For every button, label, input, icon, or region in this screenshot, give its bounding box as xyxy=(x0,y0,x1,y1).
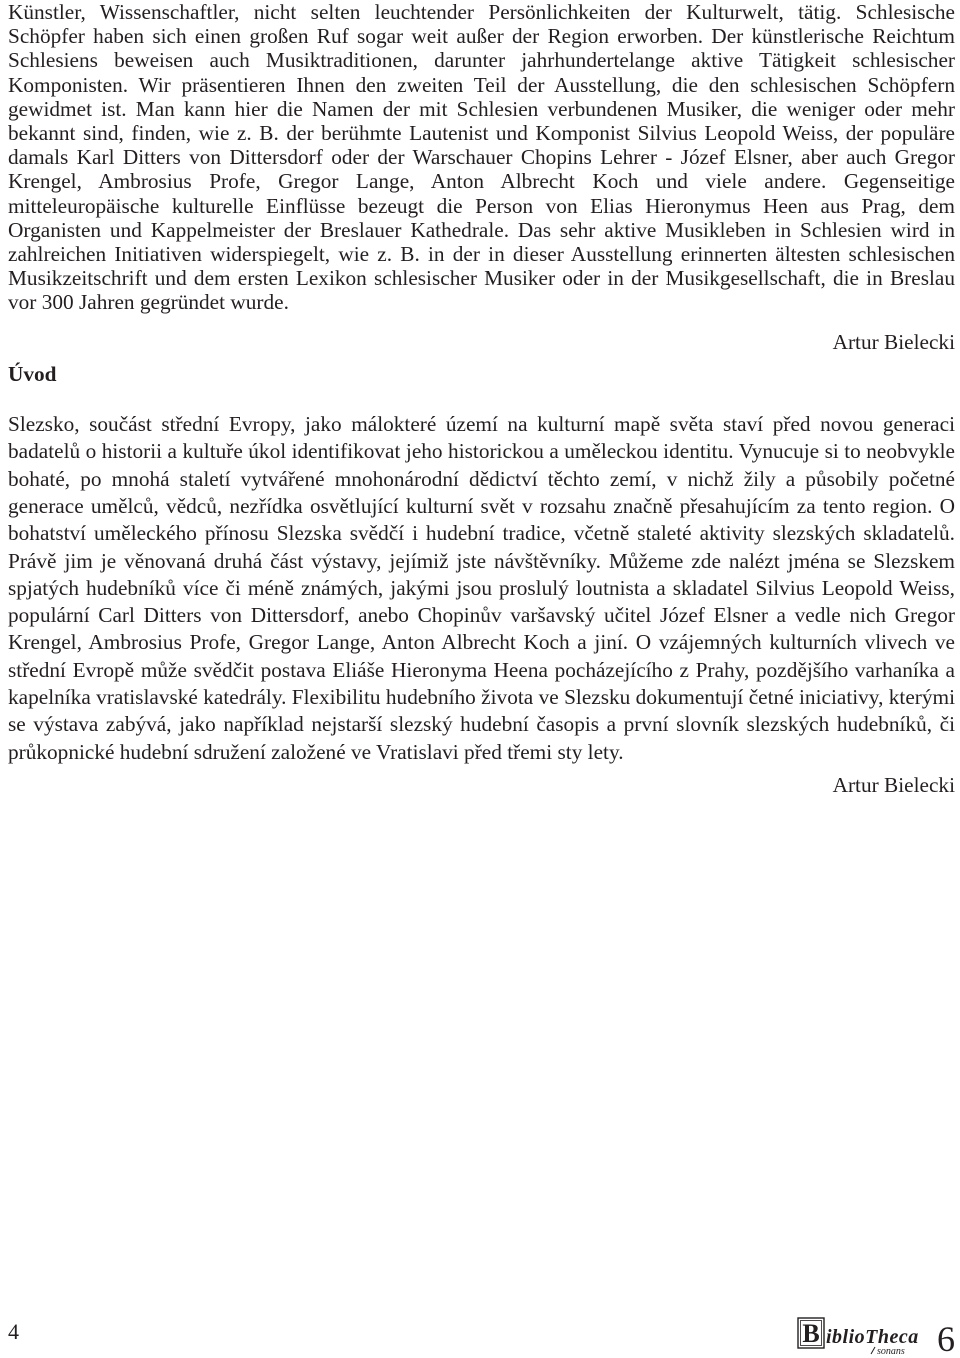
czech-paragraph: Slezsko, součást střední Evropy, jako málokteré území na kulturní mapě světa staví před novou generaci badatelů o historii a kultuře úkol identifikovat jeho historickou a uměleckou identitu. Vynucuje si to neobvykle bohaté, po mnohá staletí vytvářené mnohonárodní dědictví těchto zemí, v nichž žily a působily početné generace umělců, vědců, nezřídka osvětlující kulturní svět v rozsahu značně přesahujícím za tento region. O bohatství uměleckého přínosu Slezska svědčí i hudební tradice, včetně staleté aktivity slezských skladatelů. Právě jim je věnovaná druhá část výstavy, jejímiž jste návštěvníky. Můžeme zde nalézt jména se Slezskem spjatých hudebníků více či méně známých, jakými jsou proslulý loutnista a skladatel Silvius Leopold Weiss, populární Carl Ditters von Dittersdorf, anebo Chopinův varšavský učitel Józef Elsner a vedle nich Gregor Krengel, Ambrosius Profe, Gregor Lange, Anton Albrecht Koch a jiní. O vzájemných kulturních vlivech ve střední Evropě může svědčit postava Eliáše Hieronyma Heena pocházejícího z Prahy, pozdějšího varhaníka a kapelníka vratislavské katedrály. Flexibilitu hudebního života ve Slezsku dokumentují četné iniciativy, kterými se výstava zabývá, jako například nejstarší slezský hudební časopis a první slovník slezských hudebníků, či průkopnické hudební sdružení založené ve Vratislavi před třemi sty lety. xyxy=(8,412,955,764)
svg-text:sonans: sonans xyxy=(877,1346,905,1356)
svg-text:6: 6 xyxy=(937,1319,955,1356)
german-signature: Artur Bielecki xyxy=(832,329,955,354)
svg-text:iblioTheca: iblioTheca xyxy=(826,1326,919,1348)
svg-text:B: B xyxy=(802,1319,820,1348)
page-number: 4 xyxy=(8,1319,19,1344)
czech-signature: Artur Bielecki xyxy=(832,772,955,797)
czech-heading: Úvod xyxy=(8,361,57,386)
german-paragraph: Künstler, Wissenschaftler, nicht selten leuchtender Persönlichkeiten der Kulturwelt, tätig. Schlesische Schöpfer haben sich einen großen Ruf sogar weit außer der Region erworben. Der künstlerische Reichtum Schlesiens beweisen auch Musiktraditionen, darunter jahrhundertelange aktive Tätigkeit schlesischer Komponisten. Wir präsentieren Ihnen den zweiten Teil der Ausstellung, die den schlesischen Schöpfern gewidmet ist. Man kann hier die Namen der mit Schlesien verbundenen Musiker, die weniger oder mehr bekannt sind, finden, wie z. B. der berühmte Lautenist und Komponist Silvius Leopold Weiss, der populäre damals Karl Ditters von Dittersdorf oder der Warschauer Chopins Lehrer - Józef Elsner, aber auch Gregor Krengel, Ambrosius Profe, Gregor Lange, Anton Albrecht Koch und viele andere. Gegenseitige mitteleuropäische kulturelle Einflüsse bezeugt die Person von Elias Hieronymus Heen aus Prag, dem Organisten und Kappelmeister der Breslauer Kathedrale. Das sehr aktive Musikleben in Schlesien wird in zahlreichen Initiativen widerspiegelt, wie z. B. in der in dieser Ausstellung erinnerten ältesten schlesischen Musikzeitschrift und dem ersten Lexikon schlesischer Musiker oder in der Musikgesellschaft, die in Breslau vor 300 Jahren gegründet wurde. xyxy=(8,0,955,315)
bibliotheca-sonans-logo xyxy=(797,1312,957,1356)
document-page xyxy=(8,0,955,799)
